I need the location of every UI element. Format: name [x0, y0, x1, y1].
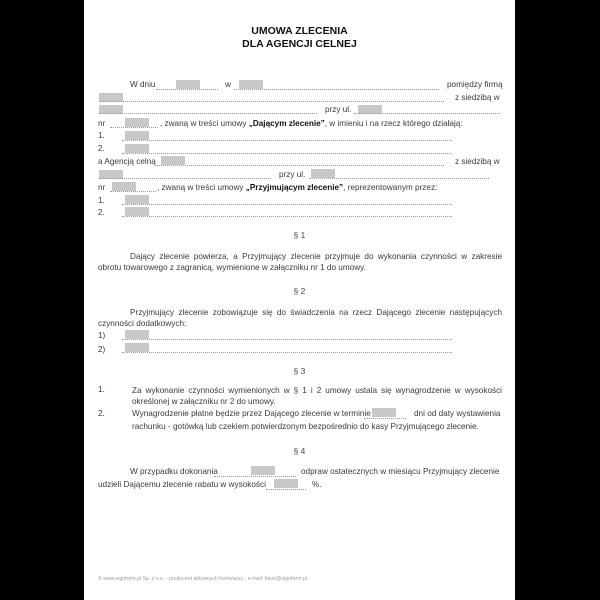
discount-field[interactable] [274, 479, 298, 488]
section-4-text-pre: W przypadku dokonania [130, 467, 218, 476]
company-number-line [110, 127, 158, 128]
agency-name-line [156, 165, 444, 166]
clause-przyjmujacym: , zwaną w treści umowy „Przyjmującym zlecenie”, reprezentowanym przez: [157, 183, 438, 192]
section-3-item-1-number: 1. [98, 385, 105, 394]
footer-copyright: © www.signform.pl Sp. z o.o. - producent aktywnych formularzy , e-mail: biuro@signform.pl [98, 576, 307, 582]
section-2-item-1-line [122, 339, 452, 340]
company-city-line [99, 113, 317, 114]
place-field[interactable] [239, 80, 263, 89]
label-przy-ul: przy ul. [325, 105, 352, 114]
agency-number-line [110, 191, 156, 192]
section-3-item-2-text-post: dni od daty wystawienia [414, 409, 501, 418]
agency-rep-1-field[interactable] [125, 195, 149, 204]
label-agencja: a Agencją celną [98, 157, 156, 166]
place-line [234, 89, 439, 90]
agency-street-field[interactable] [311, 169, 335, 178]
agency-rep-2-line [122, 216, 452, 217]
agency-number-field[interactable] [112, 182, 136, 191]
agency-street-line [309, 178, 489, 179]
agency-rep-1-number: 1. [98, 196, 105, 205]
section-4-text-line2-pre: udzieli Dającemu zlecenie rabatu w wysokości [98, 480, 266, 489]
agency-name-field[interactable] [161, 156, 185, 165]
label-z-siedziba-2: z siedzibą w [455, 157, 500, 166]
payment-days-field[interactable] [372, 408, 396, 417]
section-2-text: Przyjmujący zlecenie zobowiązuje się do świadczenia na rzecz Dającego zlecenie następujących czynności dodatkowych: [98, 308, 502, 328]
label-z-siedziba: z siedzibą w [455, 93, 500, 102]
title-line-2: DLA AGENCJI CELNEJ [242, 38, 357, 50]
company-street-line [354, 113, 500, 114]
section-4-text-post: odpraw ostatecznych w miesiącu Przyjmujący zlecenie [301, 467, 500, 476]
payment-days-line [364, 418, 406, 419]
rep-1-line [122, 140, 452, 141]
company-name-line [99, 101, 444, 102]
section-4-text-line2-post: %. [312, 480, 322, 489]
clearances-count-field[interactable] [251, 466, 275, 475]
company-number-field[interactable] [125, 118, 149, 127]
section-3-item-2-number: 2. [98, 409, 105, 418]
section-2-item-2-number: 2) [98, 345, 106, 354]
date-field[interactable] [176, 80, 200, 89]
agency-rep-2-number: 2. [98, 208, 105, 217]
rep-1-field[interactable] [125, 131, 149, 140]
rep-2-number: 2. [98, 144, 105, 153]
label-przy-ul-2: przy ul. [279, 170, 306, 179]
clause-dajacym: , zwaną w treści umowy „Dającym zlecenie”, w imieniu i na rzecz którego działają: [160, 119, 463, 128]
section-2-heading: § 2 [293, 286, 306, 296]
section-3-item-1-text: Za wykonanie czynności wymienionych w § 1 i 2 umowy ustala się wynagrodzenie w wysokości określonej w załączniku nr 2 do umowy. [132, 386, 502, 406]
section-3-item-2-text-pre: Wynagrodzenie płatne będzie przez Dającego zlecenie w terminie [132, 409, 371, 418]
section-2-item-1-field[interactable] [125, 330, 149, 339]
agency-city-line [99, 178, 271, 179]
section-3-heading: § 3 [293, 366, 306, 376]
section-2-item-2-line [122, 352, 452, 353]
date-line [156, 89, 218, 90]
label-w-dniu: W dniu [130, 80, 156, 89]
label-pomiedzy: pomiędzy firmą [447, 80, 503, 89]
label-w: w [225, 80, 231, 89]
rep-1-number: 1. [98, 131, 105, 140]
agency-rep-2-field[interactable] [125, 207, 149, 216]
section-2-item-1-number: 1) [98, 331, 106, 340]
section-4-heading: § 4 [293, 446, 306, 456]
discount-line [266, 489, 306, 490]
section-2-item-2-field[interactable] [125, 343, 149, 352]
agency-rep-1-line [122, 204, 452, 205]
title-line-1: UMOWA ZLECENIA [251, 25, 348, 37]
section-1-heading: § 1 [293, 230, 306, 240]
label-nr-2: nr [98, 183, 106, 192]
document-page [84, 0, 515, 600]
rep-2-field[interactable] [125, 144, 149, 153]
clearances-count-line [214, 476, 296, 477]
section-3-item-2-text-line2: rachunku - gotówką lub czekiem potwierdzonym bezpośrednio do kasy Przyjmującego zlecenie. [132, 422, 479, 431]
rep-2-line [122, 153, 452, 154]
label-nr: nr [98, 119, 106, 128]
section-1-text: Dający zlecenie powierza, a Przyjmujący zlecenie przyjmuje do wykonania czynności w zakresie obrotu towarowego z zagranicą, wymienione w załączniku nr 1 do umowy. [98, 252, 502, 272]
